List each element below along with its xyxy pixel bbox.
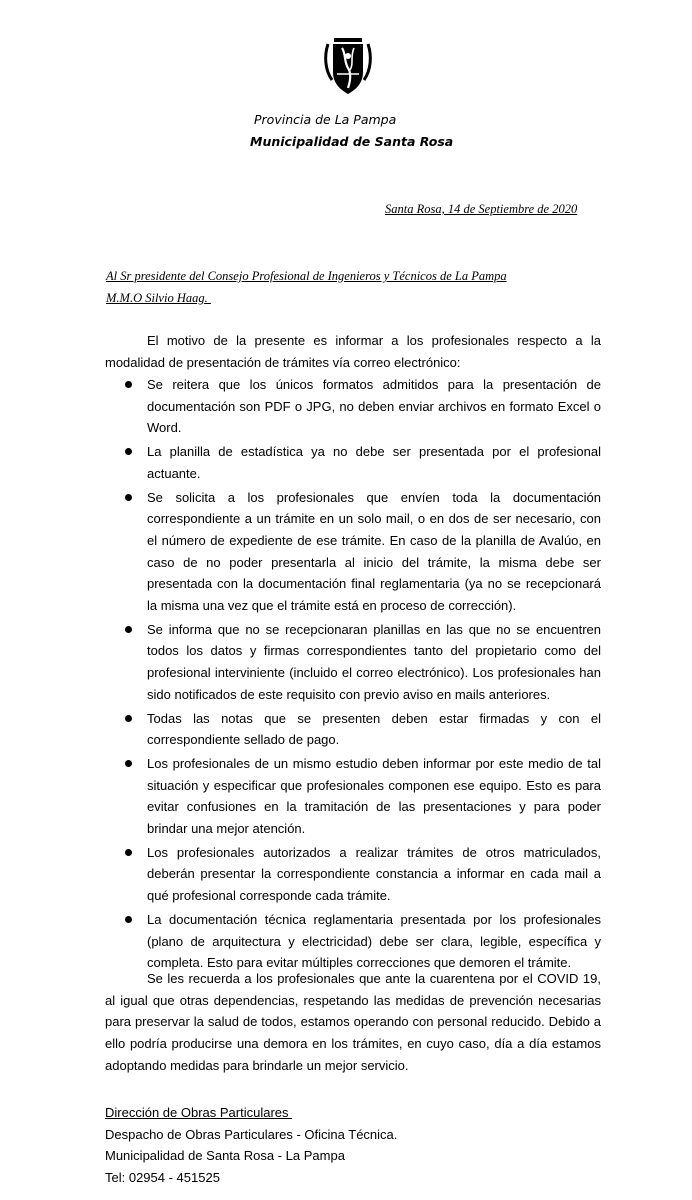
signature-municipality: Municipalidad de Santa Rosa - La Pampa: [105, 1148, 345, 1164]
bullet-icon: [125, 849, 132, 856]
list-item-text: La documentación técnica reglamentaria presentada por los profesionales (plano de arquitectura y electricidad) debe ser clara, legible, específica y completa. Esto para evitar múltiples correcciones que demoren el trámite.: [147, 911, 601, 971]
list-item-text: Los profesionales autorizados a realizar trámites de otros matriculados, deberán presentar la correspondiente constancia a informar en cada mail a qué profesional corresponde cada trámite.: [147, 844, 601, 904]
bullet-icon: [125, 760, 132, 767]
recipient-line-1: Al Sr presidente del Consejo Profesional de Ingenieros y Técnicos de La Pampa: [106, 269, 507, 283]
list-item-text: Todas las notas que se presenten deben estar firmadas y con el correspondiente sellado de pago.: [147, 710, 601, 748]
list-item: [105, 909, 601, 974]
bullet-list: [105, 374, 601, 976]
coat-of-arms-la-pampa-icon: [322, 34, 374, 98]
bullet-icon: [125, 715, 132, 722]
province-heading: Provincia de La Pampa: [254, 112, 397, 127]
intro-paragraph: El motivo de la presente es informar a los profesionales respecto a la modalidad de presentación de trámites vía correo electrónico:: [105, 333, 601, 370]
recipient-line-2: M.M.O Silvio Haag.: [106, 291, 211, 305]
list-item: [105, 753, 601, 840]
signature-office: Despacho de Obras Particulares - Oficina Técnica.: [105, 1126, 398, 1142]
signature-department: Dirección de Obras Particulares: [105, 1105, 293, 1120]
signature-block: [105, 1102, 397, 1189]
list-item-text: Se informa que no se recepcionaran planillas en las que no se encuentren todos los datos y firmas correspondientes tanto del propietario como del profesional interviniente (incluido el correo electrónico). Los profesionales han sido notificados de este requisito con previo aviso en mails anteriores.: [147, 621, 601, 702]
letter-date: Santa Rosa, 14 de Septiembre de 2020: [385, 202, 578, 216]
bullet-icon: [125, 381, 132, 388]
list-item-text: Se reitera que los únicos formatos admitidos para la presentación de documentación son PDF o JPG, no deben enviar archivos en formato Excel o Word.: [147, 377, 601, 436]
list-item: [105, 842, 601, 907]
list-item: [105, 487, 601, 617]
municipality-heading: Municipalidad de Santa Rosa: [250, 134, 454, 149]
bullet-icon: [125, 448, 132, 455]
list-item: [105, 374, 601, 439]
list-item-text: La planilla de estadística ya no debe ser presentada por el profesional actuante.: [147, 444, 601, 481]
list-item-text: Se solicita a los profesionales que envíen toda la documentación correspondiente a un trámite en un solo mail, o en dos de ser necesario, con el número de expediente de ese trámite. En caso de la planilla de Avalúo, en caso de no poder presentarla al inicio del trámite, la misma debe ser presentada con la documentación final reglamentaria (ya no se recepcionará la misma una vez que el trámite está en proceso de corrección).: [147, 489, 601, 614]
bullet-icon: [125, 494, 132, 501]
signature-phone: Tel: 02954 - 451525: [105, 1170, 220, 1186]
list-item: [105, 708, 601, 751]
list-item: [105, 441, 601, 484]
bullet-icon: [125, 916, 132, 923]
bullet-icon: [125, 626, 132, 633]
closing-paragraph: Se les recuerda a los profesionales que ante la cuarentena por el COVID 19, al igual que otras dependencias, respetando las medidas de prevención necesarias para preservar la salud de todos, estamos operando con personal reducido. Debido a ello podría producirse una demora en los trámites, en cuyo caso, día a día estamos adoptando medidas para brindarle un mejor servicio.: [105, 971, 601, 1073]
list-item: [105, 619, 601, 706]
list-item-text: Los profesionales de un mismo estudio deben informar por este medio de tal situación y especificar que profesionales componen ese equipo. Esto es para evitar confusiones en la tramitación de las presentaciones y para poder brindar una mejor atención.: [147, 755, 601, 837]
